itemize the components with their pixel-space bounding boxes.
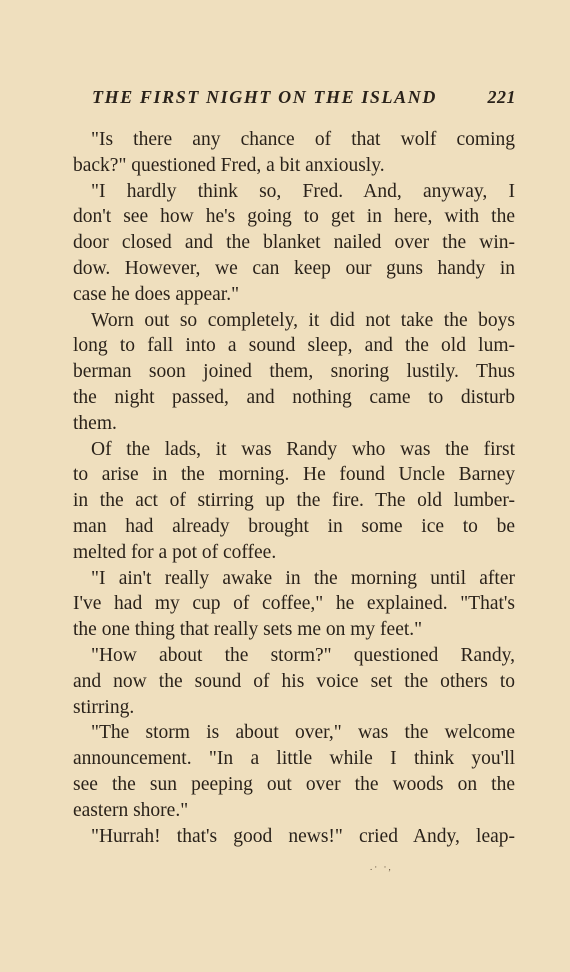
text-line: see the sun peeping out over the woods on the (73, 773, 515, 795)
text-line: them. (73, 412, 117, 434)
text-line: Of the lads, it was Randy who was the first (91, 438, 515, 460)
text-line: don't see how he's going to get in here, with the (73, 206, 515, 228)
text-line: "I ain't really awake in the morning until after (91, 567, 515, 589)
text-line: and now the sound of his voice set the others to (73, 670, 515, 692)
text-line: Worn out so completely, it did not take the boys (91, 309, 515, 331)
text-line: door closed and the blanket nailed over the win- (73, 232, 515, 254)
text-line: "How about the storm?" questioned Randy, (91, 644, 515, 666)
chapter-title: THE FIRST NIGHT ON THE ISLAND (92, 87, 437, 107)
text-line: "I hardly think so, Fred. And, anyway, I (91, 180, 515, 202)
text-line: announcement. "In a little while I think you'll (73, 748, 515, 770)
body-text (73, 127, 515, 849)
text-line: "Hurrah! that's good news!" cried Andy, leap- (91, 825, 515, 847)
text-line: stirring. (73, 696, 135, 718)
text-line: berman soon joined them, snoring lustily. Thus (73, 361, 515, 383)
text-line: the one thing that really sets me on my feet." (73, 619, 423, 641)
running-head (92, 87, 516, 111)
text-line: melted for a pot of coffee. (73, 541, 277, 563)
text-line: "Is there any chance of that wolf coming (91, 129, 515, 150)
text-line: "The storm is about over," was the welcome (91, 722, 515, 744)
text-line: I've had my cup of coffee," he explained. "That's (73, 593, 515, 615)
text-line: to arise in the morning. He found Uncle Barney (73, 464, 515, 486)
text-line: case he does appear." (73, 283, 240, 305)
page-number: 221 (487, 87, 516, 107)
footer-mark: .· ·, (370, 862, 393, 872)
text-line: dow. However, we can keep our guns handy in (73, 257, 515, 279)
text-line: back?" questioned Fred, a bit anxiously. (73, 154, 385, 176)
text-line: eastern shore." (73, 799, 189, 821)
text-line: long to fall into a sound sleep, and the old lum- (73, 335, 515, 357)
text-line: in the act of stirring up the fire. The old lumber- (73, 490, 515, 512)
text-line: the night passed, and nothing came to disturb (73, 386, 515, 408)
text-line: man had already brought in some ice to be (73, 515, 515, 537)
